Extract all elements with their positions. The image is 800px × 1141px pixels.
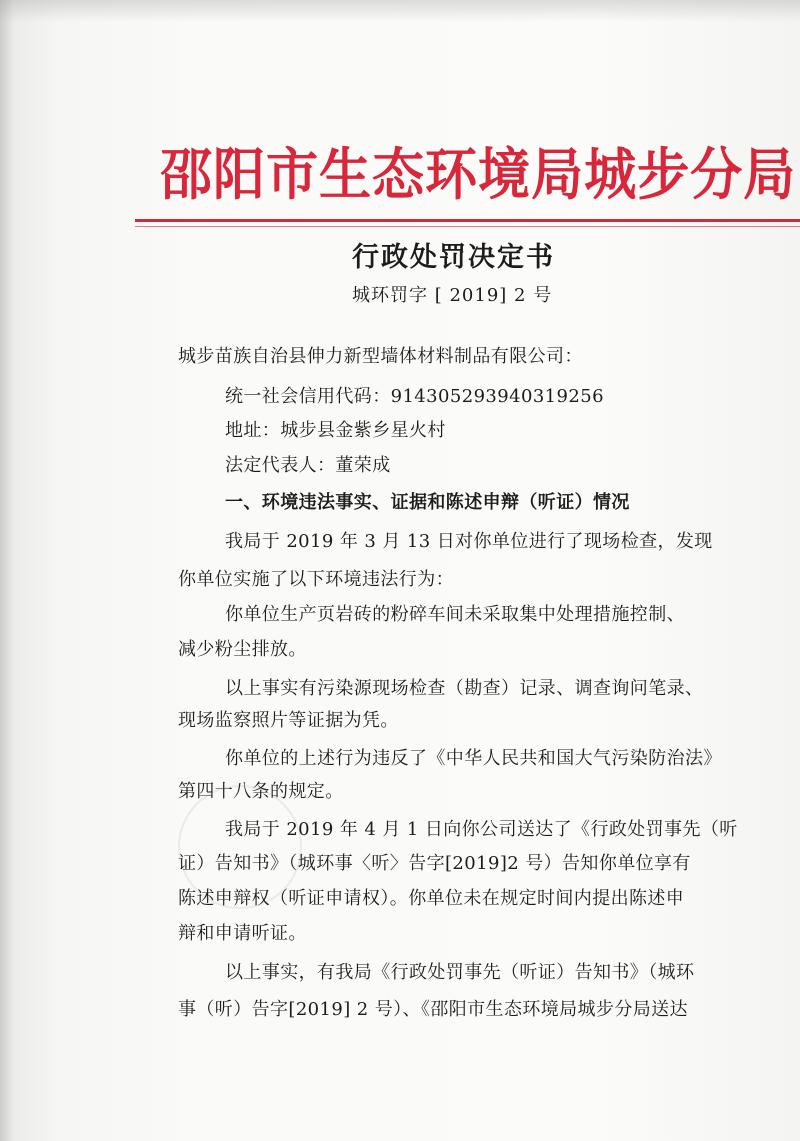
paragraph-line: 你单位实施了以下环境违法行为： [178,569,454,590]
scan-shadow-left [0,0,14,1141]
organization-header: 邵阳市生态环境局城步分局 [160,142,797,208]
document-title: 行政处罚决定书 [352,242,555,273]
paragraph-line: 我局于 2019 年 4 月 1 日向你公司送达了《行政处罚事先（听 [225,819,738,840]
red-header-rule-thin [135,226,800,227]
paragraph-line: 第四十八条的规定。 [178,781,344,802]
paragraph-line: 证）告知书》（城环事〈听〉告字[2019]2 号）告知你单位享有 [178,853,691,874]
scan-shadow-top [0,0,800,22]
paragraph-line: 事（听）告字[2019] 2 号）、《邵阳市生态环境局城步分局送达 [178,999,688,1020]
document-number: 城环罚字 [ 2019] 2 号 [352,285,553,306]
section-1-heading: 一、环境违法事实、证据和陈述申辩（听证）情况 [225,492,630,513]
paragraph-line: 以上事实，有我局《行政处罚事先（听证）告知书》（城环 [225,962,695,983]
paragraph-line: 陈述申辩权（听证申请权）。你单位未在规定时间内提出陈述申 [178,888,685,909]
addressee-company: 城步苗族自治县伸力新型墙体材料制品有限公司： [178,346,583,367]
paragraph-line: 我局于 2019 年 3 月 13 日对你单位进行了现场检查，发现 [225,531,713,552]
red-header-rule [135,219,800,222]
address-line: 地址：城步县金紫乡星火村 [225,420,446,441]
paragraph-line: 辩和申请听证。 [178,923,307,944]
credit-code-line: 统一社会信用代码：914305293940319256 [225,386,604,407]
paragraph-line: 你单位的上述行为违反了《中华人民共和国大气污染防治法》 [225,748,722,769]
paragraph-line: 你单位生产页岩砖的粉碎车间未采取集中处理措施控制、 [225,604,685,625]
paragraph-line: 减少粉尘排放。 [178,639,307,660]
paragraph-line: 以上事实有污染源现场检查（勘查）记录、调查询问笔录、 [225,678,704,699]
paragraph-line: 现场监察照片等证据为凭。 [178,710,399,731]
legal-representative-line: 法定代表人：董荣成 [225,455,391,476]
